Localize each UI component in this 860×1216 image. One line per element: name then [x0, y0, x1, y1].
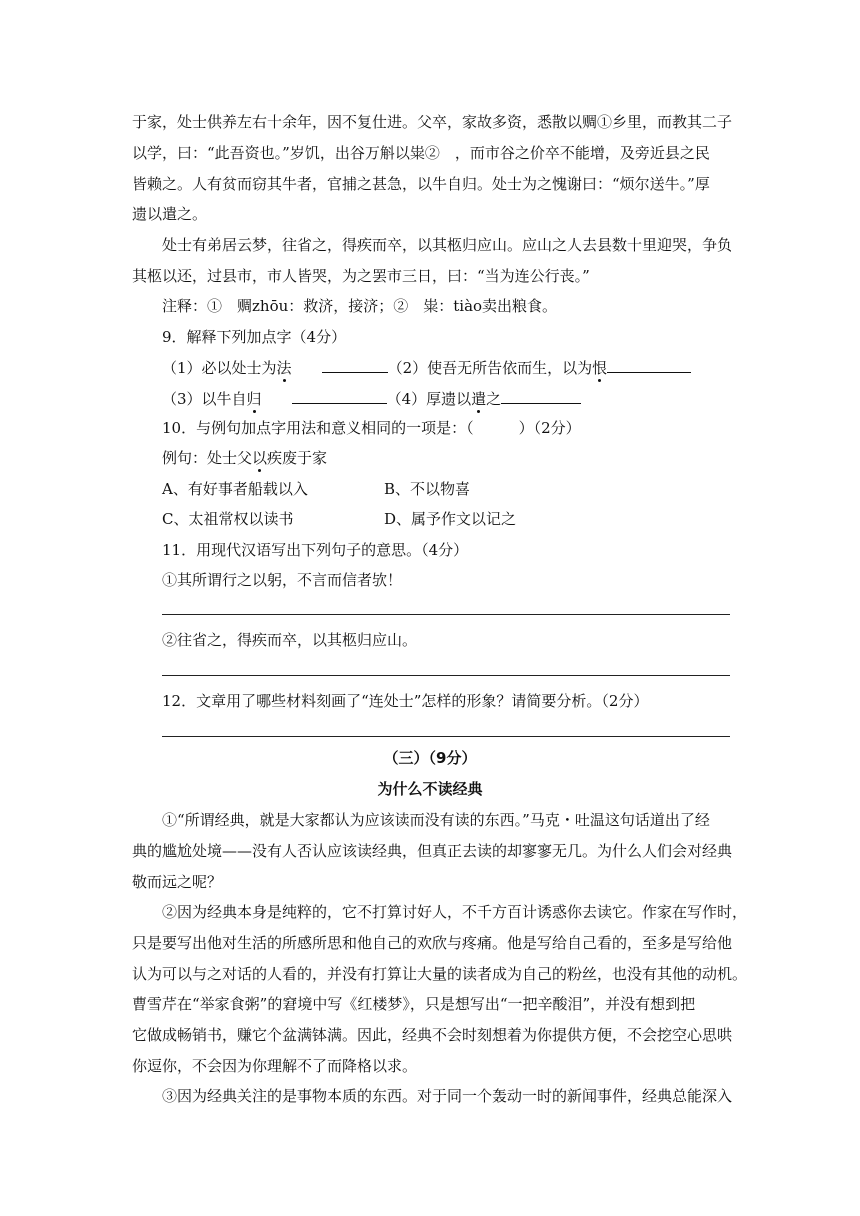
q10-option-d[interactable]: D、属予作文以记之	[384, 510, 517, 528]
question-11-stem: 11．用现代汉语写出下列句子的意思。（4分）	[162, 541, 469, 559]
q10-example-text-end: 疾废于家	[267, 449, 328, 467]
passage-line: 于家，处士供养左右十余年，因不复仕进。父卒，家故多资，悉散以赒①乡里，而教其二子	[132, 113, 733, 131]
passage-line: 皆赖之。人有贫而窃其牛者，官捕之甚急，以牛自归。处士为之愧谢曰：“烦尔送牛。”厚	[132, 175, 710, 193]
question-12-stem: 12．文章用了哪些材料刻画了“连处士”怎样的形象？请简要分析。（2分）	[162, 692, 649, 710]
q11-sentence-2: ②往省之，得疾而卒，以其柩归应山。	[162, 631, 418, 649]
question-10-example	[162, 448, 327, 468]
article-line: ③因为经典关注的是事物本质的东西。对于同一个轰动一时的新闻事件，经典总能深入	[162, 1087, 733, 1105]
q10-option-a[interactable]: A、有好事者船载以入	[162, 480, 308, 498]
q9-item-4-dotted-char: 遣	[471, 390, 487, 408]
q10-option-b[interactable]: B、不以物喜	[384, 480, 471, 498]
question-9-row-2	[162, 388, 581, 409]
q9-item-1-text: （1）必以处士为	[162, 359, 277, 377]
question-9-stem: 9．解释下列加点字（4分）	[162, 328, 347, 346]
q11-answer-line-1[interactable]	[162, 614, 730, 615]
article-line: 它做成畅销书，赚它个盆满钵满。因此，经典不会时刻想着为你提供方便，不会挖空心思哄	[132, 1026, 733, 1044]
question-9-row-1	[162, 357, 691, 378]
q9-item-4-answer-blank[interactable]	[501, 388, 581, 404]
article-line: 只是要写出他对生活的所感所思和他自己的欢欣与疼痛。他是写给自己看的，至多是写给他	[132, 934, 733, 952]
q9-item-4-text: （4）厚遗以	[386, 390, 472, 408]
passage-line: 以学，曰：“此吾资也。”岁饥，出谷万斛以粜② ，而市谷之价卒不能增，及旁近县之民	[132, 144, 710, 162]
q10-option-c[interactable]: C、太祖常权以读书	[162, 510, 294, 528]
q12-answer-line[interactable]	[162, 736, 730, 737]
article-line: 敬而远之呢？	[132, 873, 223, 891]
q9-item-3-text: （3）以牛自	[162, 390, 247, 408]
q9-item-3-dotted-char: 归	[246, 390, 262, 408]
q9-item-4-text-end: 之	[486, 390, 502, 408]
q9-item-1-answer-blank[interactable]	[322, 357, 388, 373]
q9-item-1-dotted-char: 法	[276, 359, 292, 377]
annotation-notes: 注释：① 赒zhōu：救济，接济；② 粜：tiào卖出粮食。	[162, 297, 558, 315]
question-10-stem: 10．与例句加点字用法和意义相同的一项是：（ ）（2分）	[162, 419, 581, 437]
article-line: 认为可以与之对话的人看的，并没有打算让大量的读者成为自己的粉丝，也没有其他的动机。	[132, 965, 748, 983]
section-3-title: 为什么不读经典	[377, 780, 483, 798]
q9-item-2-dotted-char: 恨	[592, 359, 608, 377]
q9-item-2-text: （2）使吾无所告依而生，以为	[387, 359, 593, 377]
article-line: 你逗你，不会因为你理解不了而降格以求。	[132, 1057, 418, 1075]
q10-example-dotted-char: 以	[252, 449, 268, 467]
article-line: 典的尴尬处境——没有人否认应该读经典，但真正去读的却寥寥无几。为什么人们会对经典	[132, 842, 733, 860]
section-3-heading: （三）（9分）	[383, 749, 477, 767]
passage-line: 处士有弟居云梦，往省之，得疾而卒，以其柩归应山。应山之人去县数十里迎哭，争负	[162, 236, 733, 254]
article-line: 曹雪芹在“举家食粥”的窘境中写《红楼梦》，只是想写出“一把辛酸泪”，并没有想到把	[132, 995, 696, 1013]
q11-answer-line-2[interactable]	[162, 675, 730, 676]
q11-sentence-1: ①其所谓行之以躬，不言而信者欤！	[162, 571, 403, 589]
passage-line: 其柩以还，过县市，市人皆哭，为之罢市三日，曰：“当为连公行丧。”	[132, 267, 590, 285]
q9-item-2-answer-blank[interactable]	[607, 357, 691, 373]
passage-line: 遗以遣之。	[132, 205, 208, 223]
q10-example-text: 例句：处士父	[162, 449, 253, 467]
q9-item-3-answer-blank[interactable]	[292, 388, 387, 404]
article-line: ②因为经典本身是纯粹的，它不打算讨好人，不千方百计诱惑你去读它。作家在写作时，	[162, 903, 748, 921]
article-line: ①“所谓经典，就是大家都认为应该读而没有读的东西。”马克・吐温这句话道出了经	[162, 811, 710, 829]
